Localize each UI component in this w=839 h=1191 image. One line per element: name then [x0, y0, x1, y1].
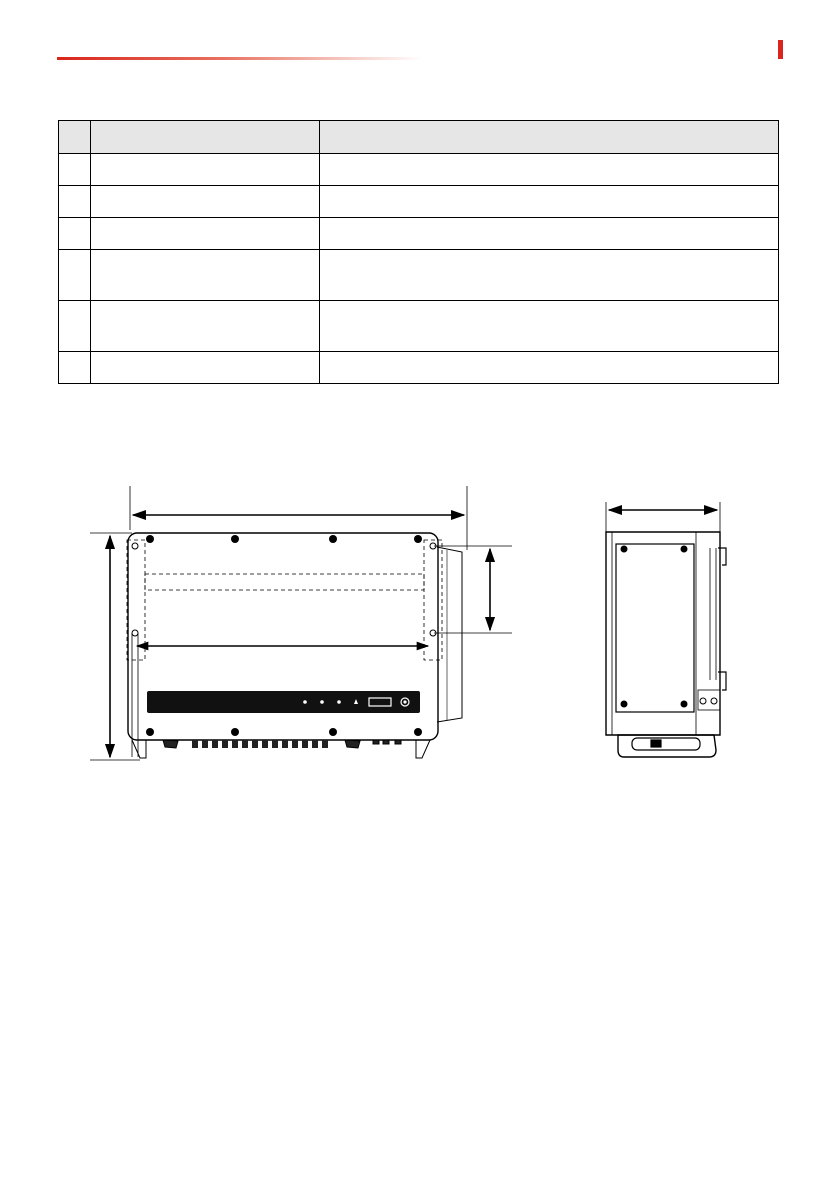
side-screws — [621, 546, 688, 708]
dc-connector — [222, 740, 228, 748]
height-dimension — [90, 533, 140, 760]
dc-connector — [322, 740, 328, 748]
table-cell — [91, 250, 320, 301]
header-cell-description — [320, 121, 779, 154]
table-cell — [59, 186, 91, 218]
spec-table — [58, 120, 779, 384]
dc-connectors — [192, 740, 328, 748]
side-view — [606, 502, 726, 757]
table-row — [59, 250, 779, 301]
table-cell — [320, 250, 779, 301]
dc-connector — [312, 740, 318, 748]
header-rule — [57, 57, 422, 60]
table-cell — [59, 250, 91, 301]
table-cell — [320, 218, 779, 250]
header-cell-no — [59, 121, 91, 154]
dc-connector — [282, 740, 288, 748]
dc-connector — [212, 740, 218, 748]
dc-connector — [232, 740, 238, 748]
table-cell — [91, 154, 320, 186]
dc-connector — [262, 740, 268, 748]
page-corner-mark — [778, 40, 783, 59]
table-cell — [59, 154, 91, 186]
dc-connector — [292, 740, 298, 748]
table-cell — [320, 154, 779, 186]
dc-connector — [252, 740, 258, 748]
table-cell — [91, 352, 320, 384]
table-header-row — [59, 121, 779, 154]
table-cell — [91, 218, 320, 250]
table-cell — [320, 301, 779, 352]
table-row — [59, 186, 779, 218]
table-cell — [91, 301, 320, 352]
mount-hole-spacing-dimension — [137, 546, 512, 646]
table-cell — [320, 186, 779, 218]
left-bracket — [127, 540, 145, 660]
table-cell — [59, 218, 91, 250]
dc-connector — [242, 740, 248, 748]
inverter-dimension-drawing — [0, 470, 839, 800]
table-row — [59, 301, 779, 352]
dc-connector — [272, 740, 278, 748]
table-row — [59, 154, 779, 186]
table-row — [59, 352, 779, 384]
display-panel — [147, 691, 420, 713]
depth-dimension — [606, 502, 720, 545]
front-view — [90, 486, 512, 760]
rear-rail — [145, 574, 424, 590]
table-row — [59, 218, 779, 250]
right-bracket — [424, 540, 442, 660]
table-cell — [91, 186, 320, 218]
dc-connector — [192, 740, 198, 748]
table-cell — [59, 352, 91, 384]
dc-connector — [302, 740, 308, 748]
dc-connector — [202, 740, 208, 748]
table-cell — [320, 352, 779, 384]
header-cell-name — [91, 121, 320, 154]
table-cell — [59, 301, 91, 352]
